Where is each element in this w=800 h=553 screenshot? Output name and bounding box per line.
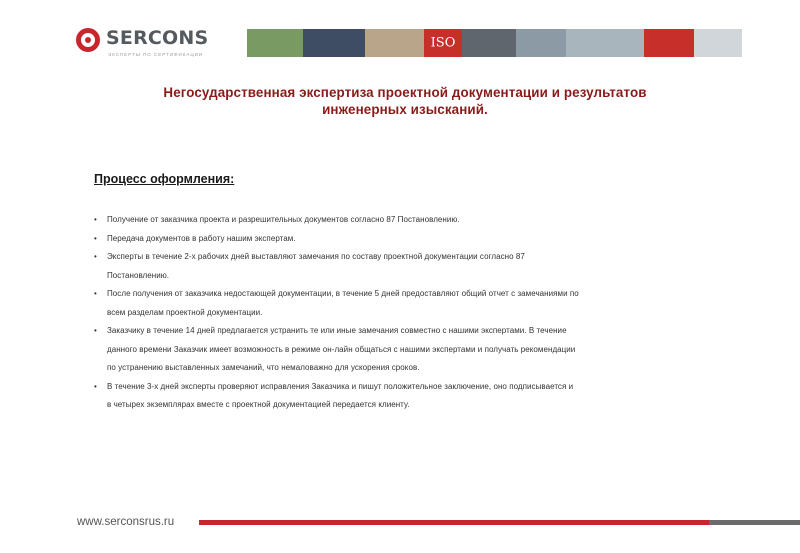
footer-divider-gray — [709, 520, 800, 525]
process-step-text: После получения от заказчика недостающей документации, в течение 5 дней предоставляют общий отчет с замечаниями по всем разделам проектной документации. — [107, 289, 579, 317]
process-step-text: Получение от заказчика проекта и разрешительных документов согласно 87 Постановлению. — [107, 215, 460, 224]
header-photo-7 — [566, 29, 644, 57]
header-photo-9 — [694, 29, 742, 57]
process-step-text: Заказчику в течение 14 дней предлагается устранить те или иные замечания совместно с нашими экспертами. В течение данного времени Заказчик имеет возможность в режиме он-лайн общаться с нашими экспертами и получать рекомендации по устранению выставленных замечаний, что немаловажно для ускорения сроков. — [107, 326, 576, 372]
process-steps-list — [94, 211, 714, 415]
header-photo-5 — [462, 29, 516, 57]
header-photo-8 — [644, 29, 694, 57]
footer-divider — [199, 520, 800, 525]
process-step-item — [94, 248, 714, 285]
header-photo-4 — [424, 29, 462, 57]
header-photo-6 — [516, 29, 566, 57]
bullet-icon: • — [94, 215, 97, 224]
bullet-icon: • — [94, 381, 97, 391]
bullet-icon: • — [94, 289, 97, 298]
process-step-item — [94, 230, 714, 249]
section-heading: Процесс оформления: — [94, 172, 235, 186]
sercons-logo[interactable] — [76, 26, 226, 60]
header-photo-1 — [247, 29, 303, 57]
footer-divider-red — [199, 520, 709, 525]
bullet-icon: • — [94, 326, 97, 335]
page-title-text: Негосударственная экспертиза проектной документации и результатов инженерных изысканий. — [163, 85, 647, 117]
process-step-item — [94, 378, 714, 415]
process-step-text: В течение 3-х дней эксперты проверяют исправления Заказчика и пишут положительное заключение, оно подписывается и в четырех экземплярах вместе с проектной документацией передается клиенту. — [107, 381, 574, 409]
header-photo-strip — [247, 29, 800, 57]
header-photo-3 — [365, 29, 424, 57]
iso-mark-icon: ISO — [430, 35, 456, 51]
brand-tagline: ЭКСПЕРТЫ ПО СЕРТИФИКАЦИИ — [108, 52, 204, 57]
process-step-item — [94, 322, 714, 378]
header-photo-2 — [303, 29, 365, 57]
page-title — [60, 84, 750, 118]
process-step-text: Эксперты в течение 2-х рабочих дней выставляют замечания по составу проектной документации согласно 87 Постановлению. — [107, 252, 525, 280]
bullet-icon: • — [94, 233, 97, 243]
process-step-item — [94, 211, 714, 230]
brand-name: SERCONS — [106, 27, 209, 49]
footer-url-link[interactable]: www.serconsrus.ru — [77, 516, 175, 528]
sercons-logo-icon — [76, 28, 100, 52]
process-step-text: Передача документов в работу нашим экспертам. — [107, 233, 296, 243]
bullet-icon: • — [94, 252, 97, 261]
process-step-item — [94, 285, 714, 322]
